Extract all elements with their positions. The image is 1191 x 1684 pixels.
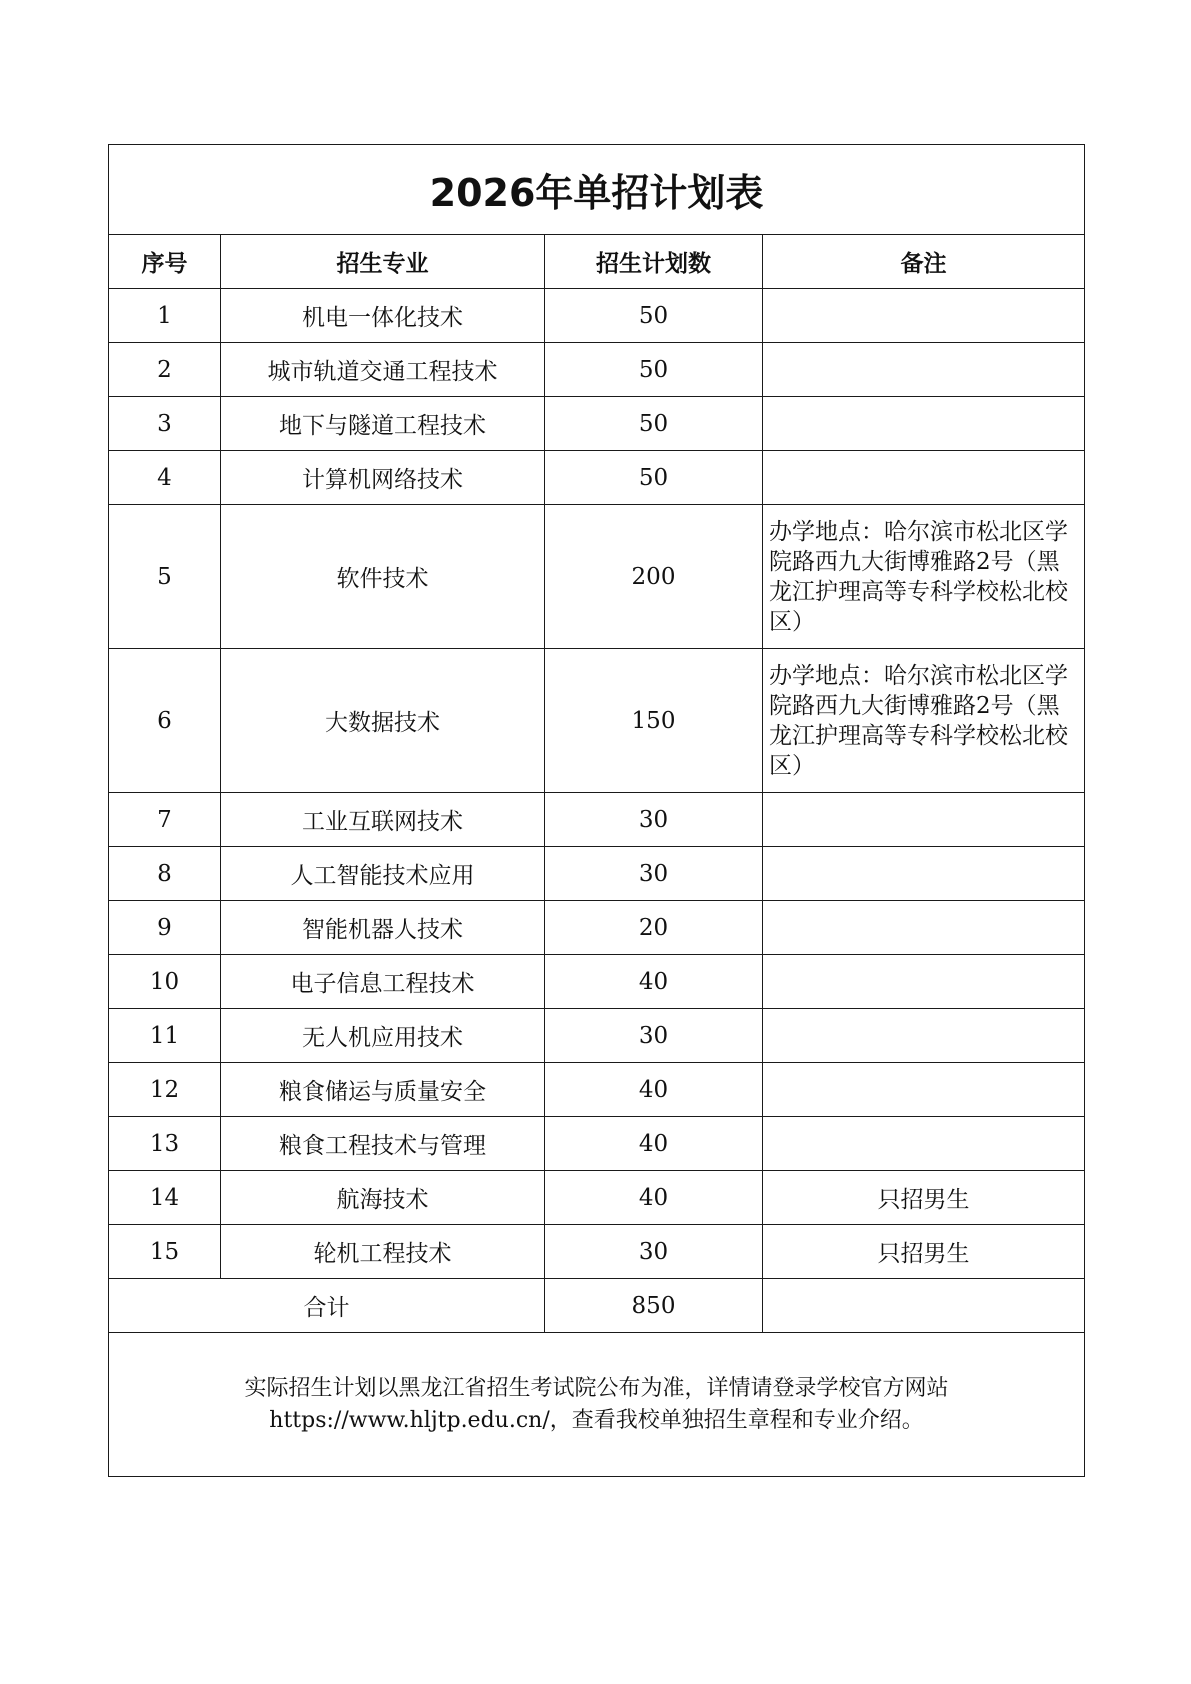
row-note	[763, 1063, 1085, 1117]
table-row	[109, 505, 1085, 649]
table-row	[109, 1225, 1085, 1279]
row-note	[763, 397, 1085, 451]
row-index: 15	[109, 1225, 221, 1279]
table-row	[109, 955, 1085, 1009]
row-count: 40	[545, 1171, 763, 1225]
total-label: 合计	[109, 1279, 545, 1333]
row-note	[763, 1009, 1085, 1063]
row-major: 地下与隧道工程技术	[221, 397, 545, 451]
header-major: 招生专业	[221, 235, 545, 289]
row-index: 13	[109, 1117, 221, 1171]
row-count: 30	[545, 1009, 763, 1063]
row-count: 200	[545, 505, 763, 649]
row-major: 机电一体化技术	[221, 289, 545, 343]
row-index: 12	[109, 1063, 221, 1117]
row-note	[763, 1117, 1085, 1171]
table-row	[109, 901, 1085, 955]
footer-line-2: https://www.hljtp.edu.cn/，查看我校单独招生章程和专业介绍。	[269, 1407, 924, 1433]
row-major: 城市轨道交通工程技术	[221, 343, 545, 397]
table-row	[109, 847, 1085, 901]
row-count: 40	[545, 1117, 763, 1171]
row-note	[763, 955, 1085, 1009]
row-note: 只招男生	[763, 1225, 1085, 1279]
row-index: 9	[109, 901, 221, 955]
total-note	[763, 1279, 1085, 1333]
row-count: 40	[545, 955, 763, 1009]
total-count: 850	[545, 1279, 763, 1333]
row-note	[763, 847, 1085, 901]
row-note	[763, 901, 1085, 955]
row-count: 150	[545, 649, 763, 793]
header-index: 序号	[109, 235, 221, 289]
row-index: 3	[109, 397, 221, 451]
table-row	[109, 1171, 1085, 1225]
row-note: 办学地点：哈尔滨市松北区学院路西九大街博雅路2号（黑龙江护理高等专科学校松北校区）	[763, 649, 1085, 793]
enrollment-plan-table	[108, 144, 1085, 1477]
row-major: 轮机工程技术	[221, 1225, 545, 1279]
row-note	[763, 289, 1085, 343]
table-row	[109, 397, 1085, 451]
row-major: 大数据技术	[221, 649, 545, 793]
row-note: 办学地点：哈尔滨市松北区学院路西九大街博雅路2号（黑龙江护理高等专科学校松北校区）	[763, 505, 1085, 649]
row-note	[763, 343, 1085, 397]
row-index: 4	[109, 451, 221, 505]
row-note	[763, 451, 1085, 505]
row-major: 电子信息工程技术	[221, 955, 545, 1009]
row-major: 计算机网络技术	[221, 451, 545, 505]
header-count: 招生计划数	[545, 235, 763, 289]
total-row	[109, 1279, 1085, 1333]
row-count: 20	[545, 901, 763, 955]
row-count: 50	[545, 289, 763, 343]
row-major: 软件技术	[221, 505, 545, 649]
row-major: 粮食工程技术与管理	[221, 1117, 545, 1171]
row-index: 10	[109, 955, 221, 1009]
row-count: 50	[545, 451, 763, 505]
table-row	[109, 1063, 1085, 1117]
footer-note	[109, 1333, 1085, 1477]
row-index: 14	[109, 1171, 221, 1225]
row-note	[763, 793, 1085, 847]
table-title: 2026年单招计划表	[109, 145, 1085, 235]
table-row	[109, 289, 1085, 343]
row-index: 2	[109, 343, 221, 397]
row-count: 40	[545, 1063, 763, 1117]
row-note: 只招男生	[763, 1171, 1085, 1225]
row-count: 50	[545, 397, 763, 451]
row-index: 1	[109, 289, 221, 343]
row-major: 粮食储运与质量安全	[221, 1063, 545, 1117]
header-row	[109, 235, 1085, 289]
row-major: 人工智能技术应用	[221, 847, 545, 901]
table-row	[109, 649, 1085, 793]
row-index: 6	[109, 649, 221, 793]
row-major: 智能机器人技术	[221, 901, 545, 955]
row-count: 30	[545, 847, 763, 901]
row-count: 30	[545, 1225, 763, 1279]
row-index: 11	[109, 1009, 221, 1063]
footer-line-1: 实际招生计划以黑龙江省招生考试院公布为准，详情请登录学校官方网站	[244, 1375, 949, 1401]
row-major: 工业互联网技术	[221, 793, 545, 847]
row-index: 5	[109, 505, 221, 649]
table-row	[109, 1009, 1085, 1063]
title-row	[109, 145, 1085, 235]
header-note: 备注	[763, 235, 1085, 289]
table-row	[109, 451, 1085, 505]
row-major: 无人机应用技术	[221, 1009, 545, 1063]
footer-row	[109, 1333, 1085, 1477]
row-index: 7	[109, 793, 221, 847]
table-row	[109, 793, 1085, 847]
row-count: 30	[545, 793, 763, 847]
row-index: 8	[109, 847, 221, 901]
row-major: 航海技术	[221, 1171, 545, 1225]
row-count: 50	[545, 343, 763, 397]
table-row	[109, 343, 1085, 397]
table-row	[109, 1117, 1085, 1171]
